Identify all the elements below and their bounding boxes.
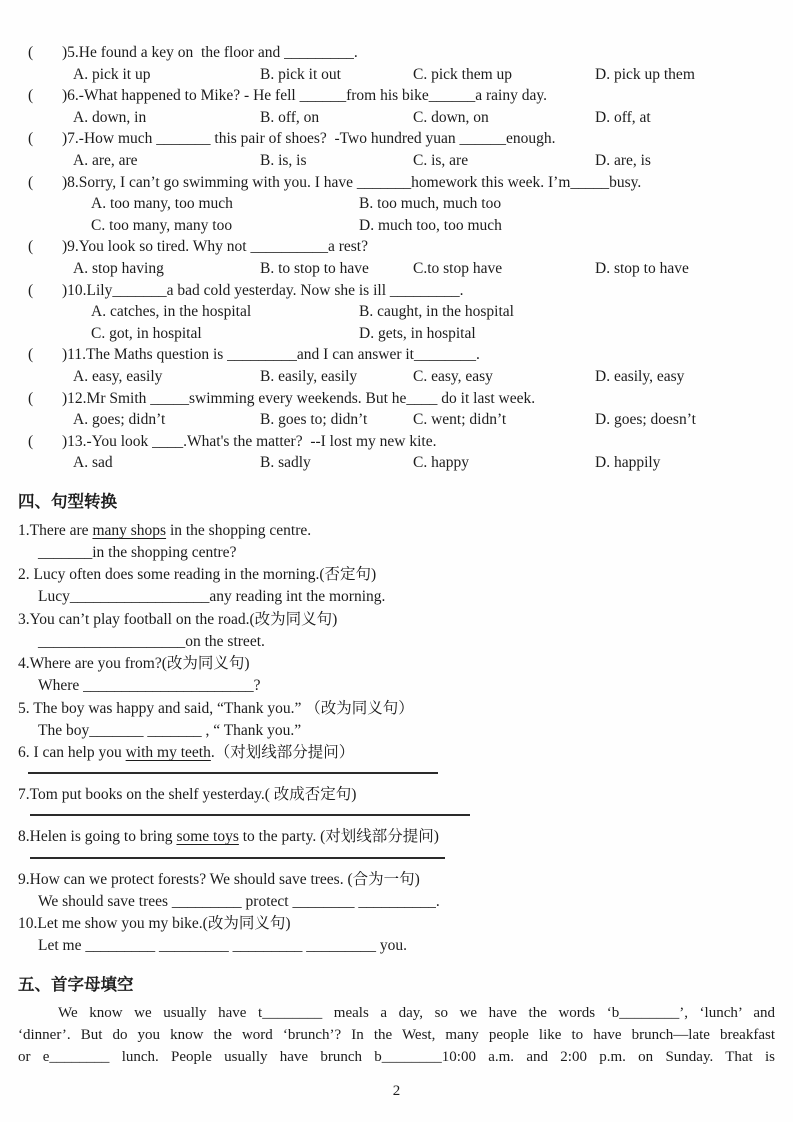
option-c: C.to stop have	[413, 259, 503, 277]
option-a: A. easy, easily	[73, 367, 163, 385]
option-row	[73, 107, 775, 129]
answer-bracket: (	[28, 432, 34, 450]
mc-question-6	[18, 85, 775, 128]
sentence-text: 10.Let me show you my bike.(改为同义句)	[18, 914, 291, 932]
transform-item-10	[18, 913, 775, 957]
question-stem: )8.Sorry, I can’t go swimming with you. I have _______homework this week. I’m_____busy.	[62, 173, 642, 191]
answer-line: _______in the shopping centre?	[38, 544, 237, 562]
sentence-text: 2. Lucy often does some reading in the morning.(否定句)	[18, 566, 377, 584]
question-stem: )7.-How much _______ this pair of shoes? -Two hundred yuan ______enough.	[62, 130, 556, 148]
first-letter-fill-paragraph	[18, 1003, 775, 1068]
answer-bracket: (	[28, 87, 34, 105]
sentence-text: 5. The boy was happy and said, “Thank you.” （改为同义句）	[18, 699, 414, 717]
option-a: A. pick it up	[73, 65, 151, 83]
mc-question-9	[18, 236, 775, 279]
option-b: B. too much, much too	[359, 195, 502, 213]
transform-item-2	[18, 564, 775, 608]
item-sentence	[18, 653, 775, 675]
sentence-text: 3.You can’t play football on the road.(改为同义句)	[18, 610, 338, 628]
item-sentence	[18, 609, 775, 631]
sentence-text: 7.Tom put books on the shelf yesterday.( 改成否定句)	[18, 786, 357, 804]
option-row	[91, 301, 775, 323]
item-sentence	[18, 869, 775, 891]
answer-line: Let me _________ _________ _________ _________ you.	[38, 937, 407, 955]
option-row	[73, 366, 775, 388]
item-sentence	[18, 564, 775, 586]
option-row	[73, 409, 775, 431]
option-a: A. goes; didn’t	[73, 411, 166, 429]
section-title-sentence-transformation: 四、句型转换	[18, 491, 117, 511]
sentence-text: to the party. (对划线部分提问)	[238, 828, 439, 846]
option-c: C. pick them up	[413, 65, 513, 83]
item-sentence	[18, 826, 775, 848]
item-sentence	[18, 698, 775, 720]
option-row	[91, 215, 775, 237]
transform-item-4	[18, 653, 775, 697]
option-b: B. pick it out	[260, 65, 341, 83]
question-stem-row	[18, 431, 775, 453]
option-d: D. easily, easy	[595, 367, 685, 385]
underlined-phrase: some toys	[176, 828, 239, 846]
option-d: D. happily	[595, 454, 661, 472]
underlined-phrase: many shops	[92, 521, 167, 539]
answer-bracket: (	[28, 238, 34, 256]
option-a: A. too many, too much	[91, 195, 233, 213]
answer-line: We should save trees _________ protect ________ __________.	[38, 892, 440, 910]
transform-item-5	[18, 698, 775, 742]
option-row	[73, 150, 775, 172]
question-stem: )10.Lily_______a bad cold yesterday. Now she is ill _________.	[62, 281, 464, 299]
transform-item-8	[18, 826, 775, 858]
option-b: B. easily, easily	[260, 367, 358, 385]
option-row	[91, 193, 775, 215]
option-row	[73, 64, 775, 86]
mc-question-8	[18, 172, 775, 237]
sentence-text: 1.There are	[18, 521, 93, 539]
question-stem-row	[18, 128, 775, 150]
option-row	[73, 258, 775, 280]
sentence-text: 4.Where are you from?(改为同义句)	[18, 655, 250, 673]
question-stem-row	[18, 236, 775, 258]
option-c: C. went; didn’t	[413, 411, 507, 429]
transform-item-9	[18, 869, 775, 913]
page-number: 2	[392, 1083, 401, 1099]
sentence-text: in the shopping centre.	[166, 521, 312, 539]
option-d: D. pick up them	[595, 65, 695, 83]
question-stem: )9.You look so tired. Why not __________a rest?	[62, 238, 368, 256]
mc-question-11	[18, 344, 775, 387]
option-d: D. gets, in hospital	[359, 324, 476, 342]
transform-item-7	[18, 784, 775, 816]
option-b: B. to stop to have	[260, 259, 369, 277]
mc-question-10	[18, 280, 775, 345]
option-b: B. sadly	[260, 454, 311, 472]
option-c: C. too many, many too	[91, 216, 233, 234]
option-c: C. happy	[413, 454, 469, 472]
answer-bracket: (	[28, 44, 34, 61]
answer-bracket: (	[28, 130, 34, 148]
answer-bracket: (	[28, 346, 34, 364]
option-a: A. stop having	[73, 259, 164, 277]
answer-bracket: (	[28, 173, 34, 191]
paragraph-line: or e________ lunch. People usually have brunch b________10:00 a.m. and 2:00 p.m. on Sunday. That is	[18, 1048, 775, 1065]
answer-blank-line	[30, 857, 445, 859]
option-c: C. down, on	[413, 108, 489, 126]
option-c: C. got, in hospital	[91, 324, 202, 342]
option-b: B. is, is	[260, 151, 307, 169]
transform-item-3	[18, 609, 775, 653]
answer-bracket: (	[28, 281, 34, 299]
question-stem: )6.-What happened to Mike? - He fell ______from his bike______a rainy day.	[62, 87, 547, 105]
option-b: B. caught, in the hospital	[359, 303, 514, 321]
question-stem: )11.The Maths question is _________and I can answer it________.	[62, 346, 480, 364]
option-a: A. sad	[73, 454, 113, 472]
option-d: D. stop to have	[595, 259, 689, 277]
answer-line: ___________________on the street.	[38, 632, 265, 650]
question-stem-row	[18, 85, 775, 107]
answer-line: Lucy__________________any reading int the morning.	[38, 588, 386, 606]
mc-question-12	[18, 388, 775, 431]
sentence-text: .（对划线部分提问）	[210, 743, 355, 761]
sentence-text: 9.How can we protect forests? We should save trees. (合为一句)	[18, 870, 420, 888]
mc-question-5	[18, 42, 775, 85]
sentence-text: 8.Helen is going to bring	[18, 828, 177, 846]
option-a: A. catches, in the hospital	[91, 303, 252, 321]
answer-blank-line	[28, 772, 438, 774]
question-stem: )12.Mr Smith _____swimming every weekends. But he____ do it last week.	[62, 389, 536, 407]
section-title-first-letter-fill: 五、首字母填空	[18, 975, 134, 995]
question-stem-row	[18, 388, 775, 410]
question-stem: )13.-You look ____.What's the matter? --I lost my new kite.	[62, 432, 437, 450]
option-d: D. much too, too much	[359, 216, 502, 234]
option-d: D. off, at	[595, 108, 651, 126]
mc-question-7	[18, 128, 775, 171]
answer-line: The boy_______ _______ , “ Thank you.”	[38, 721, 302, 739]
option-a: A. are, are	[73, 151, 138, 169]
transform-item-1	[18, 520, 775, 564]
transform-item-6	[18, 742, 775, 774]
option-row	[73, 452, 775, 474]
option-c: C. easy, easy	[413, 367, 493, 385]
multiple-choice-section	[18, 42, 775, 474]
answer-line: Where ______________________?	[38, 677, 261, 695]
question-stem-row	[18, 344, 775, 366]
option-row	[91, 323, 775, 345]
sentence-text: 6. I can help you	[18, 743, 126, 761]
answer-blank-line	[30, 814, 470, 816]
option-b: B. off, on	[260, 108, 320, 126]
option-a: A. down, in	[73, 108, 147, 126]
underlined-phrase: with my teeth	[125, 743, 211, 761]
question-stem: )5.He found a key on the floor and _________.	[62, 44, 358, 61]
mc-question-13	[18, 431, 775, 474]
paragraph-line: ‘dinner’. But do you know the word ‘brunch’? In the West, many people like to have brunch—late breakfast	[18, 1027, 775, 1044]
paragraph-line: We know we usually have t________ meals a day, so we have the words ‘b________’, ‘lunch’ and	[58, 1005, 775, 1022]
option-c: C. is, are	[413, 151, 469, 169]
item-sentence	[18, 742, 775, 764]
option-d: D. goes; doesn’t	[595, 411, 696, 429]
question-stem-row	[18, 42, 775, 64]
option-d: D. are, is	[595, 151, 651, 169]
item-sentence	[18, 520, 775, 542]
sentence-transformation-section	[18, 520, 775, 957]
question-stem-row	[18, 280, 775, 302]
option-b: B. goes to; didn’t	[260, 411, 368, 429]
answer-bracket: (	[28, 389, 34, 407]
item-sentence	[18, 913, 775, 935]
question-stem-row	[18, 172, 775, 194]
item-sentence	[18, 784, 775, 806]
